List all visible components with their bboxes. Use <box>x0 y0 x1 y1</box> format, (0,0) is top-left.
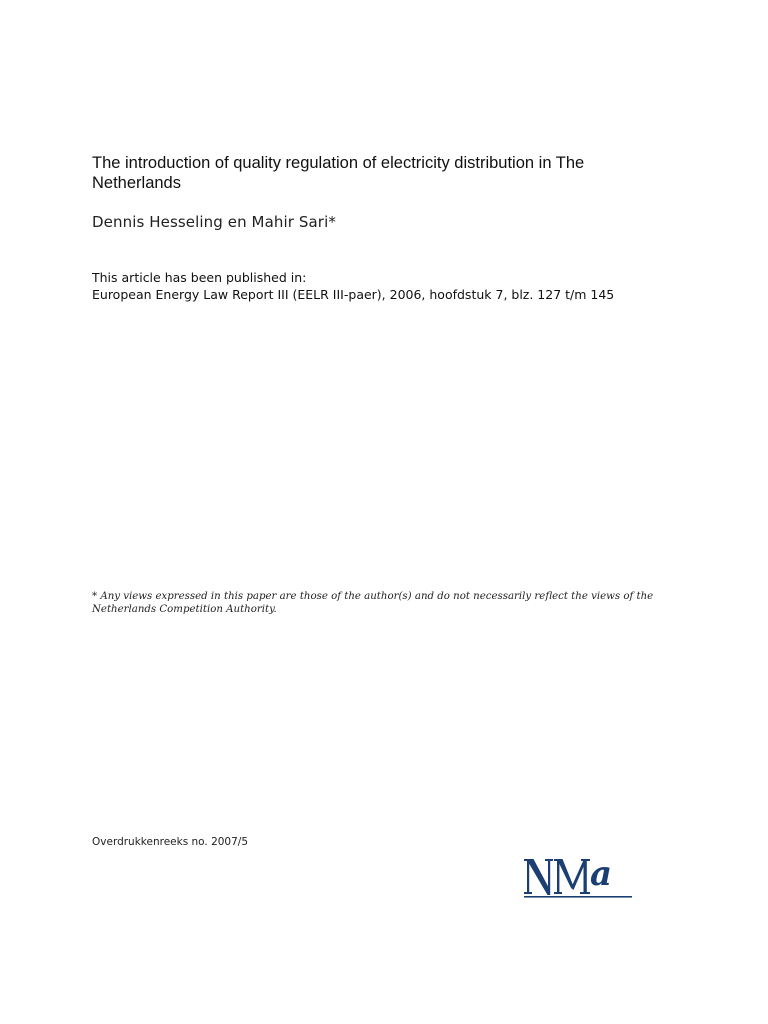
author-line: Dennis Hesseling en Mahir Sari* <box>92 213 336 231</box>
disclaimer-footnote: * Any views expressed in this paper are those of the author(s) and do not necessarily reflect the views of the Netherlands Competition Authority. <box>92 591 654 615</box>
series-number: Overdrukkenreeks no. 2007/5 <box>92 836 249 848</box>
nma-logo <box>524 850 636 900</box>
svg-text:a: a <box>590 854 613 894</box>
publication-reference: European Energy Law Report III (EELR III-paer), 2006, hoofdstuk 7, blz. 127 t/m 145 <box>92 287 615 302</box>
document-title: The introduction of quality regulation of electricity distribution in The Netherlands <box>92 154 585 192</box>
publication-label: This article has been published in: <box>92 270 307 285</box>
